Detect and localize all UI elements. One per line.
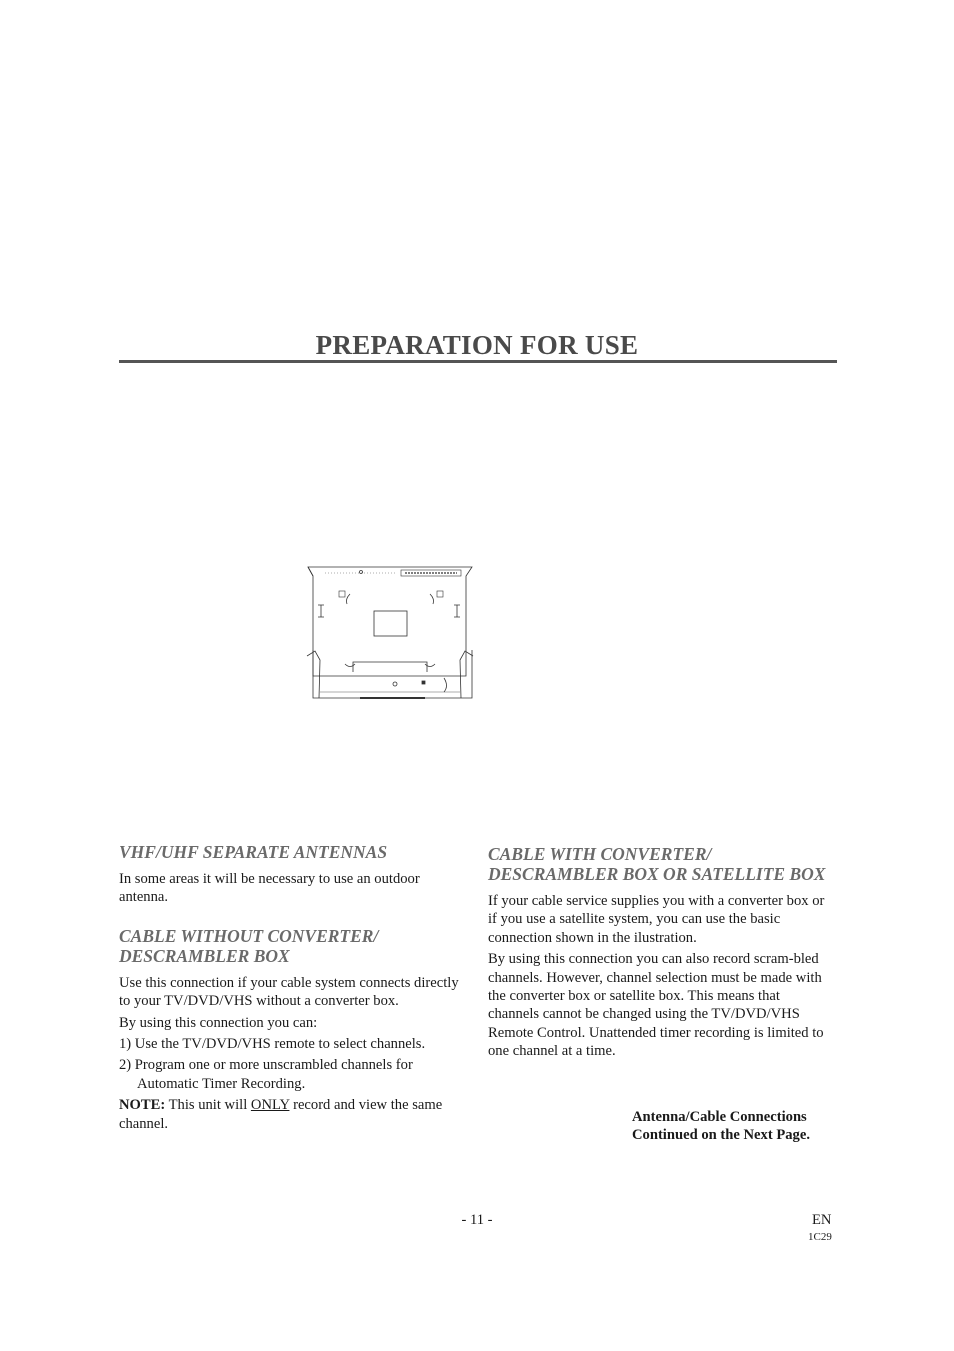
note-text-a: This unit will	[165, 1097, 251, 1114]
cable-with-text-1: If your cable service supplies you with a converter box or if you use a satellite system, you can use the basic connection shown in the ilustration.	[488, 893, 825, 946]
section-heading-cable-without-converter: CABLE WITHOUT CONVERTER/ DESCRAMBLER BOX	[119, 925, 379, 966]
section-heading-cable-with-converter: CABLE WITH CONVERTER/ DESCRAMBLER BOX OR SATELLITE BOX	[488, 844, 826, 884]
section-heading-vhf-uhf: VHF/UHF SEPARATE ANTENNAS	[119, 842, 388, 862]
model-code: 1C29	[808, 1231, 832, 1243]
vhf-uhf-text: In some areas it will be necessary to use an outdoor antenna.	[119, 871, 420, 906]
cable-with-text-2: By using this connection you can also record scram-bled channels. However, channel selection must be made with the converter box or satellite box. This means that channels cannot be changed using the TV/DVD/VHS Remote Control. Unattended timer recording is limited to one channel at a time.	[488, 951, 824, 1060]
note-label: NOTE:	[119, 1097, 166, 1114]
cable-without-text-2: By using this connection you can:	[119, 1014, 318, 1031]
continued-line-1: Antenna/Cable Connections	[632, 1109, 807, 1125]
page-title: PREPARATION FOR USE	[315, 330, 639, 360]
unit-rear-illustration	[305, 564, 475, 704]
note-text-b: record and view the same channel.	[119, 1097, 443, 1132]
language-code: EN	[812, 1212, 832, 1228]
continued-note	[632, 1108, 852, 1145]
continued-line-2: Continued on the Next Page.	[632, 1127, 810, 1144]
left-column	[119, 842, 464, 1136]
title-rule	[119, 360, 837, 363]
cable-without-text-1: Use this connection if your cable system connects directly to your TV/DVD/VHS without a converter box.	[119, 974, 459, 1010]
note-paragraph	[119, 1096, 464, 1133]
right-column	[488, 844, 833, 1064]
list-item: 1) Use the TV/DVD/VHS remote to select channels.	[119, 1036, 426, 1053]
note-only: ONLY	[250, 1097, 290, 1114]
page-number: - 11 -	[461, 1212, 493, 1228]
list-item: 2) Program one or more unscrambled channels for Automatic Timer Recording.	[119, 1057, 413, 1092]
